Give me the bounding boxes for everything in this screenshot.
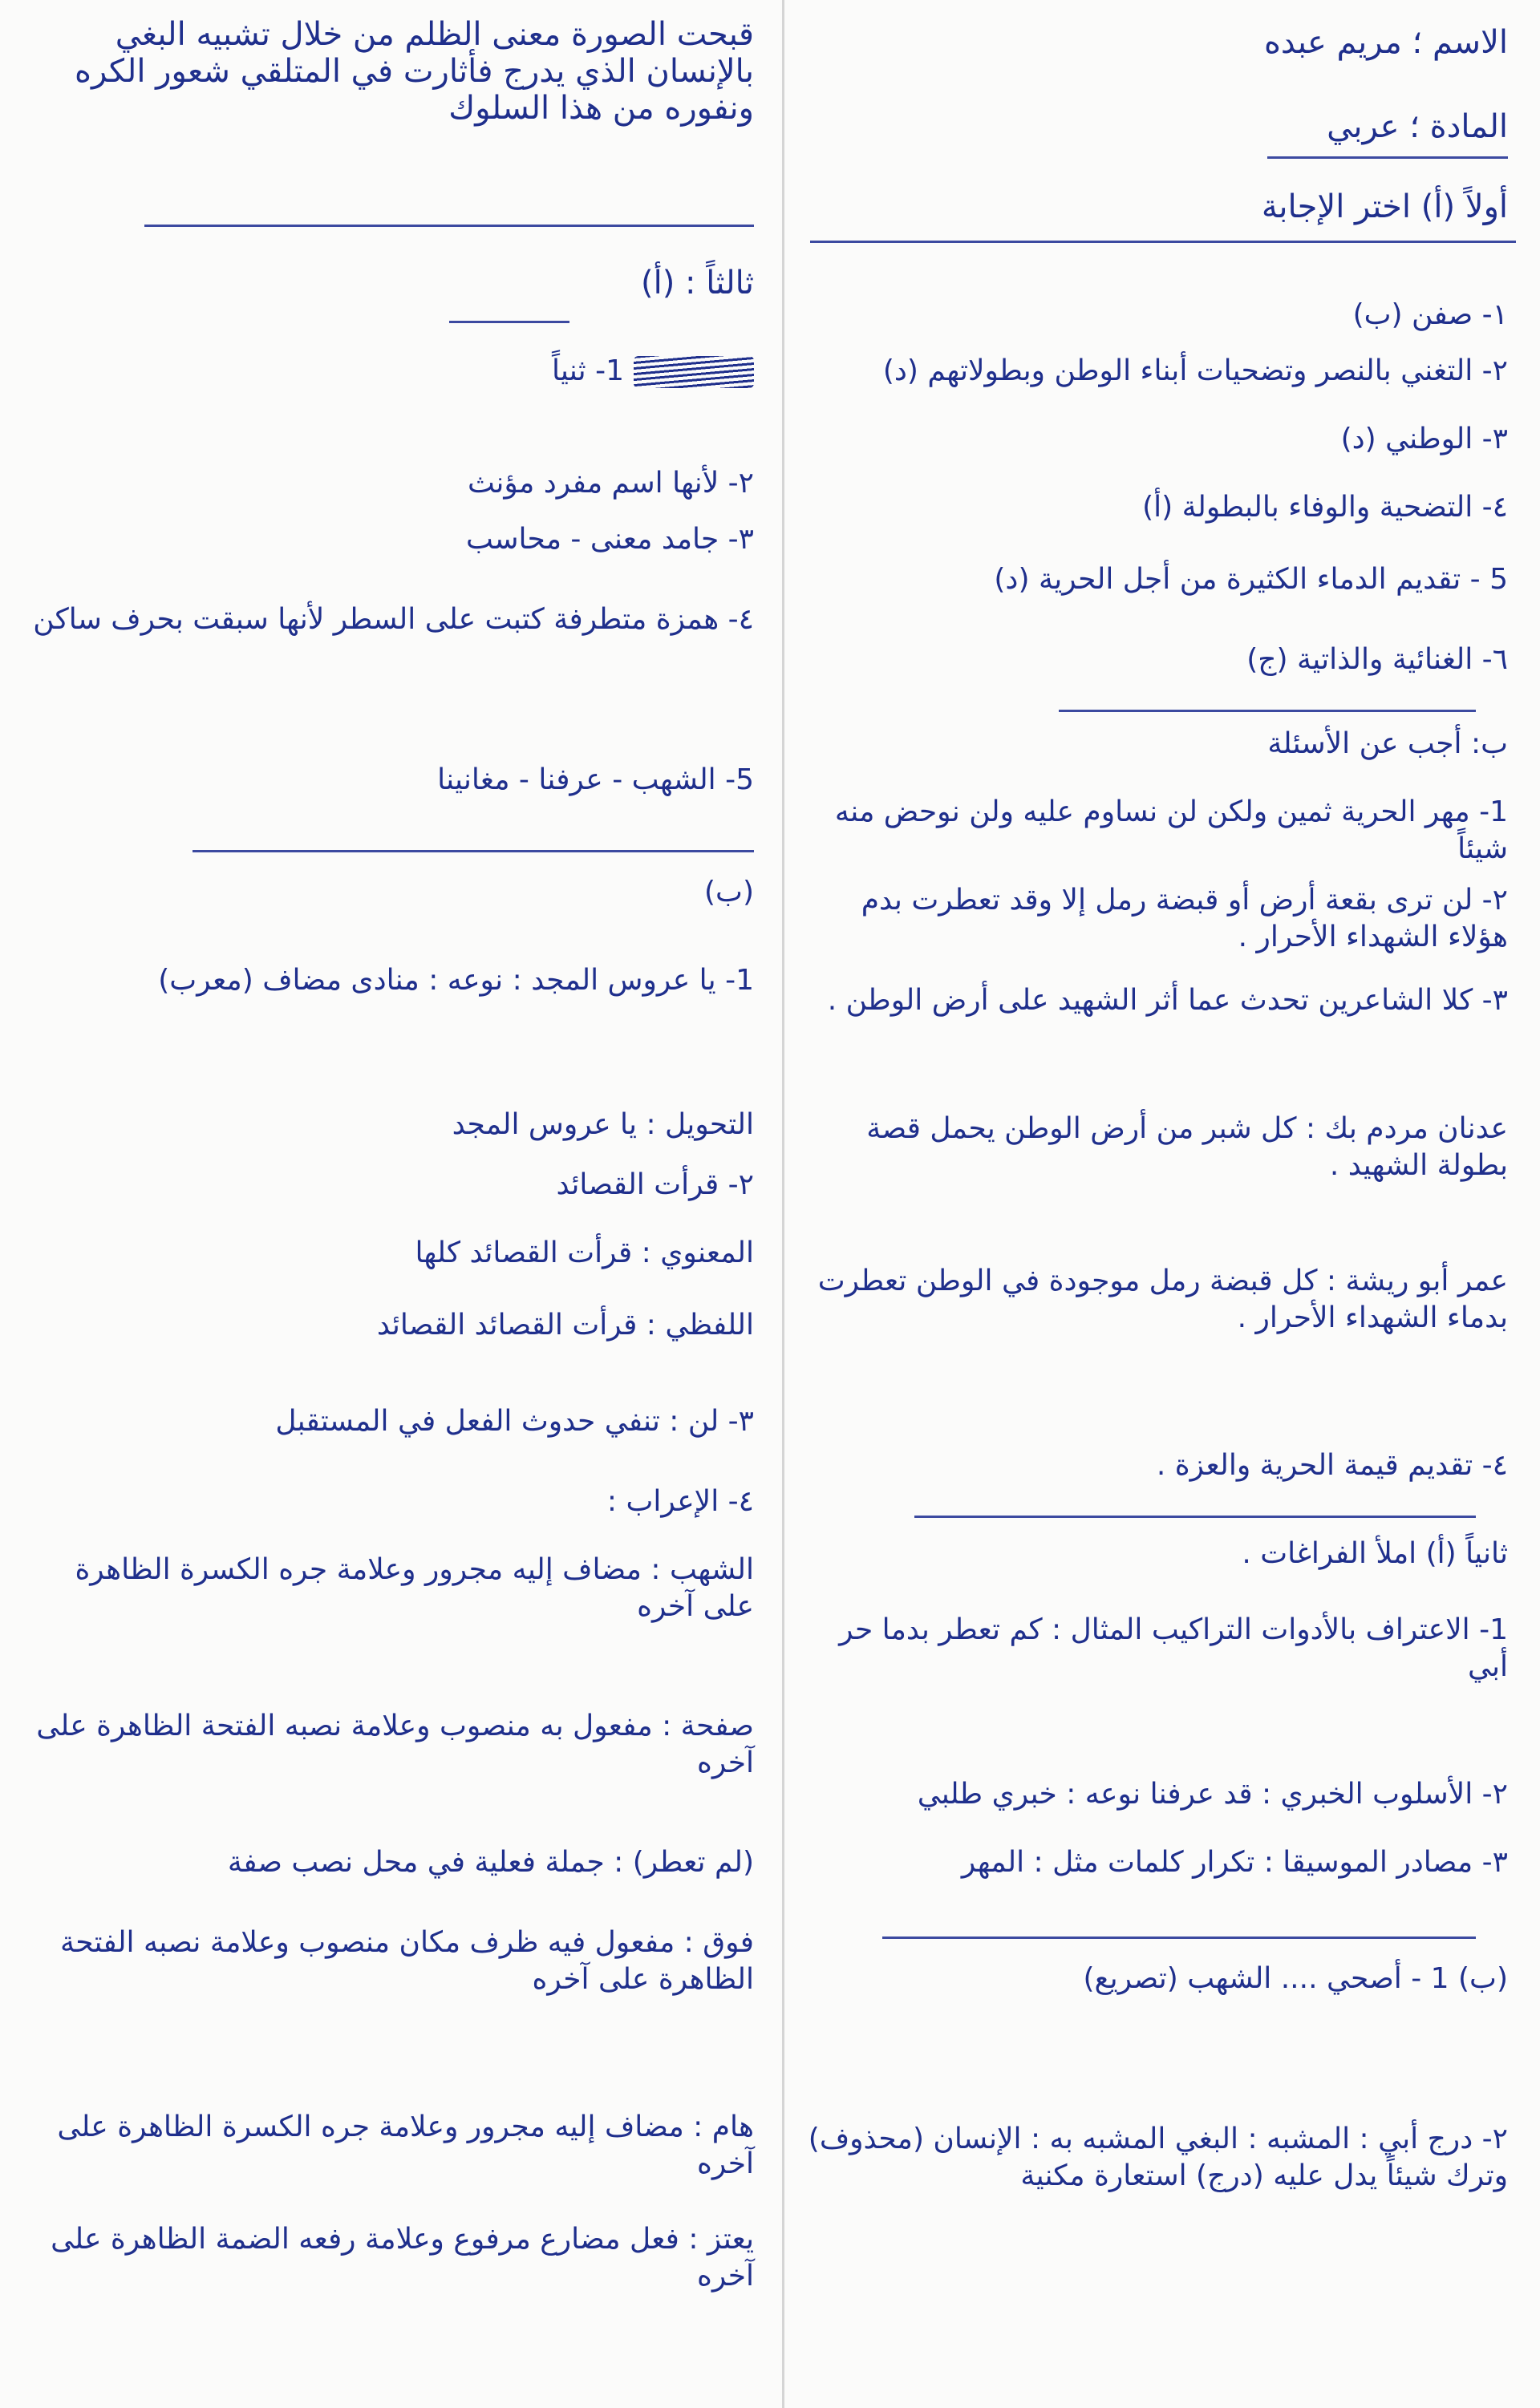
irab-safha: صفحة : مفعول به منصوب وعلامة نصبه الفتحة الظاهرة على آخره <box>36 1710 754 1779</box>
fill-item-3: ٣- مصادر الموسيقا : تكرار كلمات مثل : المهر <box>961 1846 1508 1879</box>
answer-1: 1- مهر الحرية ثمين ولكن لن نساوم عليه ولن نوحض منه شيئاً <box>834 795 1508 865</box>
section3-a-item-1-text: 1- ثنياً <box>551 354 624 387</box>
section3-underline <box>449 321 569 323</box>
answer-2: ٢- لن ترى بقعة أرض أو قبضة رمل إلا وقد تعطرت بدم هؤلاء الشهداء الأحرار . <box>861 884 1508 953</box>
section3-a-item-2: ٢- لأنها اسم مفرد مؤنث <box>468 467 754 500</box>
b-item-2-maanawi: المعنوي : قرأت القصائد كلها <box>415 1236 754 1269</box>
mc-item-3: ٣- الوطني (د) <box>1340 423 1508 455</box>
section3-a-item-1 <box>552 353 754 390</box>
subject-underline <box>1267 156 1508 159</box>
b-item-1-transform: التحويل : يا عروس المجد <box>452 1108 754 1141</box>
column-divider <box>782 0 784 2408</box>
irab-yaataz: يعتز : فعل مضارع مرفوع وعلامة رفعه الضمة الظاهرة على آخره <box>51 2223 754 2293</box>
section-b-title: ب: أجب عن الأسئلة <box>1267 727 1508 760</box>
left-column <box>20 0 770 2408</box>
section3-b-label: (ب) <box>704 876 754 909</box>
b-item-2: ٢- قرأت القصائد <box>556 1168 754 1201</box>
section2-title: ثانياً (أ) املأ الفراغات . <box>1242 1537 1508 1570</box>
section2-b-item-2: ٢- درج أبي : المشبه : البغي المشبه به : الإنسان (محذوف) وترك شيئاً يدل عليه (درج) استعارة مكنية <box>808 2123 1508 2192</box>
section1-underline <box>810 241 1516 243</box>
intro-divider <box>144 225 754 227</box>
section2-b: (ب) 1 - أصحي .... الشهب (تصريع) <box>1083 1962 1508 1995</box>
b-item-3: ٣- لن : تنفي حدوث الفعل في المستقبل <box>275 1405 754 1438</box>
section3-a-item-4: ٤- همزة متطرفة كتبت على السطر لأنها سبقت بحرف ساكن <box>33 603 754 636</box>
mc-item-6: ٦- الغنائية والذاتية (ج) <box>1246 643 1508 676</box>
mc-item-4: ٤- التضحية والوفاء بالبطولة (أ) <box>1142 491 1508 524</box>
section3-divider <box>192 850 754 852</box>
section1-title: أولاً (أ) اختر الإجابة <box>1261 188 1508 225</box>
fill-divider <box>882 1937 1476 1939</box>
mc-divider <box>1059 710 1476 712</box>
section3-a-item-5: 5- الشهب - عرفنا - مغانينا <box>437 763 754 796</box>
section3-a-item-3: ٣- جامد معنى - محاسب <box>465 523 754 556</box>
mc-item-2: ٢- التغني بالنصر وتضحيات أبناء الوطن وبطولاتهم (د) <box>882 354 1508 387</box>
fill-item-1: 1- الاعتراف بالأدوات التراكيب المثال : كم تعطر بدما حر أبي <box>839 1613 1508 1683</box>
section3-title: ثالثاً : (أ) <box>641 265 754 302</box>
fill-item-2: ٢- الأسلوب الخبري : قد عرفنا نوعه : خبري طلبي <box>917 1778 1508 1811</box>
irab-tuattar: (لم تعطر) : جملة فعلية في محل نصب صفة <box>227 1846 754 1879</box>
answer-4: ٤- تقديم قيمة الحرية والعزة . <box>1156 1449 1508 1482</box>
answer-3b: عمر أبو ريشة : كل قبضة رمل موجودة في الوطن تعطرت بدماء الشهداء الأحرار . <box>817 1265 1508 1334</box>
mc-item-5: 5 - تقديم الدماء الكثيرة من أجل الحرية (د) <box>994 563 1508 596</box>
b-item-4: ٤- الإعراب : <box>606 1485 754 1518</box>
irab-fawq: فوق : مفعول فيه ظرف مكان منصوب وعلامة نصبه الفتحة الظاهرة على آخره <box>59 1926 754 1996</box>
mc-item-1: ١- صفن (ب) <box>1352 298 1508 331</box>
irab-ham: هام : مضاف إليه مجرور وعلامة جره الكسرة الظاهرة على آخره <box>57 2111 754 2180</box>
b-item-2-lafzi: اللفظي : قرأت القصائد القصائد <box>376 1309 754 1342</box>
irab-shuhub: الشهب : مضاف إليه مجرور وعلامة جره الكسرة الظاهرة على آخره <box>75 1553 754 1623</box>
subject-label: المادة ؛ عربي <box>1327 108 1508 145</box>
intro-paragraph: قبحت الصورة معنى الظلم من خلال تشبيه البغي بالإنسان الذي يدرج فأثارت في المتلقي شعور الكره ونفوره من هذا السلوك <box>75 16 754 127</box>
student-name: الاسم ؛ مريم عبده <box>1263 24 1508 61</box>
answer-3: ٣- كلا الشاعرين تحدث عما أثر الشهيد على أرض الوطن . <box>827 984 1508 1017</box>
answer-3a: عدنان مردم بك : كل شبر من أرض الوطن يحمل قصة بطولة الشهيد . <box>866 1112 1508 1182</box>
answers-divider <box>914 1516 1476 1518</box>
b-item-1: 1- يا عروس المجد : نوعه : منادى مضاف (معرب) <box>158 964 754 997</box>
right-column <box>794 0 1524 2408</box>
crossed-out-text <box>634 356 754 388</box>
